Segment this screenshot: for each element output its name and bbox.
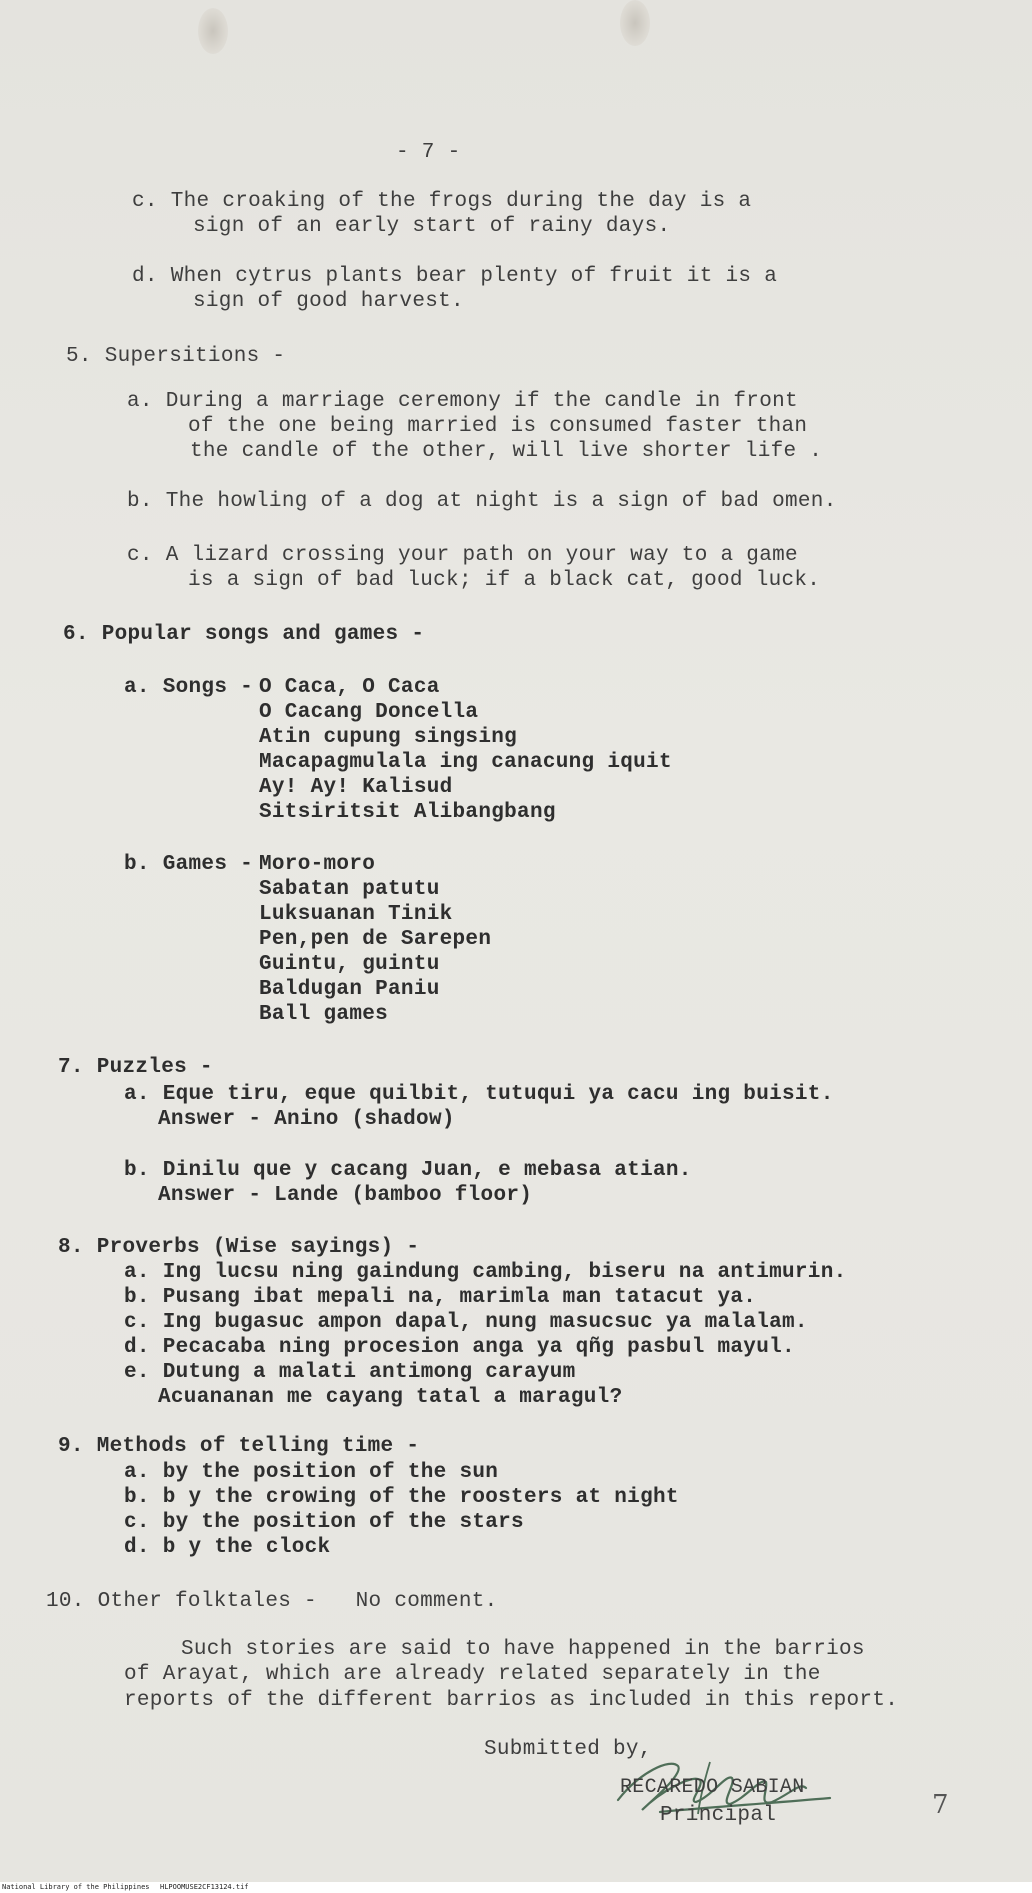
page-number: - 7 -: [396, 141, 461, 164]
superstitions-heading: 5. Supersitions -: [66, 345, 286, 368]
song-item: O Caca, O Caca: [259, 676, 440, 699]
superstition-c-line2: is a sign of bad luck; if a black cat, good luck.: [188, 569, 821, 592]
footer-bar: [0, 1882, 1032, 1893]
proverb-item: c. Ing bugasuc ampon dapal, nung masucsuc ya malalam.: [124, 1311, 808, 1334]
game-item: Pen,pen de Sarepen: [259, 928, 492, 951]
song-item: Ay! Ay! Kalisud: [259, 776, 453, 799]
time-method-item: d. b y the clock: [124, 1536, 331, 1559]
game-item: Ball games: [259, 1003, 389, 1026]
time-methods-heading: 9. Methods of telling time -: [58, 1435, 420, 1458]
closing-line: of Arayat, which are already related separately in the: [124, 1663, 821, 1686]
time-method-item: a. by the position of the sun: [124, 1461, 499, 1484]
game-item: Moro-moro: [259, 853, 376, 876]
punch-hole: [620, 0, 650, 46]
game-item: Guintu, guintu: [259, 953, 440, 976]
game-item: Sabatan patutu: [259, 878, 440, 901]
superstition-a-line3: the candle of the other, will live shorter life .: [190, 440, 823, 463]
proverbs-heading: 8. Proverbs (Wise sayings) -: [58, 1236, 420, 1259]
signatory-name: RECAREDO SABIAN: [620, 1776, 805, 1799]
game-item: Luksuanan Tinik: [259, 903, 453, 926]
song-item: O Cacang Doncella: [259, 701, 479, 724]
game-item: Baldugan Paniu: [259, 978, 440, 1001]
time-method-item: c. by the position of the stars: [124, 1511, 524, 1534]
proverb-item: d. Pecacaba ning procesion anga ya qñg pasbul mayul.: [124, 1336, 795, 1359]
superstition-a-line1: a. During a marriage ceremony if the candle in front: [127, 390, 798, 413]
omen-c-line2: sign of an early start of rainy days.: [193, 215, 671, 238]
puzzle-a-answer: Answer - Anino (shadow): [158, 1108, 455, 1131]
footer-filename: HLPOOMUSE2CF13124.tif: [160, 1883, 249, 1891]
superstition-b: b. The howling of a dog at night is a sign of bad omen.: [127, 490, 837, 513]
time-method-item: b. b y the crowing of the roosters at night: [124, 1486, 679, 1509]
songs-label: a. Songs -: [124, 676, 266, 699]
omen-d-line1: d. When cytrus plants bear plenty of fruit it is a: [132, 265, 778, 288]
superstition-a-line2: of the one being married is consumed faster than: [188, 415, 808, 438]
margin-page-mark: 7: [932, 1790, 949, 1820]
proverb-item: a. Ing lucsu ning gaindung cambing, biseru na antimurin.: [124, 1261, 847, 1284]
closing-line: Such stories are said to have happened in the barrios: [181, 1638, 865, 1661]
proverb-item: b. Pusang ibat mepali na, marimla man tatacut ya.: [124, 1286, 757, 1309]
punch-hole: [198, 8, 228, 54]
omen-c-line1: c. The croaking of the frogs during the day is a: [132, 190, 752, 213]
puzzle-b-answer: Answer - Lande (bamboo floor): [158, 1184, 533, 1207]
song-item: Macapagmulala ing canacung iquit: [259, 751, 672, 774]
superstition-c-line1: c. A lizard crossing your path on your way to a game: [127, 544, 798, 567]
puzzles-heading: 7. Puzzles -: [58, 1056, 213, 1079]
footer-source: National Library of the Philippines: [2, 1883, 150, 1891]
games-label: b. Games -: [124, 853, 266, 876]
puzzle-a-question: a. Eque tiru, eque quilbit, tutuqui ya cacu ing buisit.: [124, 1083, 834, 1106]
submitted-by: Submitted by,: [484, 1738, 652, 1761]
song-item: Sitsiritsit Alibangbang: [259, 801, 556, 824]
closing-line: reports of the different barrios as included in this report.: [124, 1689, 899, 1712]
proverb-item-continued: Acuananan me cayang tatal a maragul?: [158, 1386, 623, 1409]
omen-d-line2: sign of good harvest.: [193, 290, 464, 313]
songs-games-heading: 6. Popular songs and games -: [63, 623, 425, 646]
puzzle-b-question: b. Dinilu que y cacang Juan, e mebasa atian.: [124, 1159, 692, 1182]
song-item: Atin cupung singsing: [259, 726, 518, 749]
other-folktales: 10. Other folktales - No comment.: [46, 1590, 498, 1613]
signatory-title: Principal: [660, 1804, 777, 1827]
proverb-item: e. Dutung a malati antimong carayum: [124, 1361, 576, 1384]
